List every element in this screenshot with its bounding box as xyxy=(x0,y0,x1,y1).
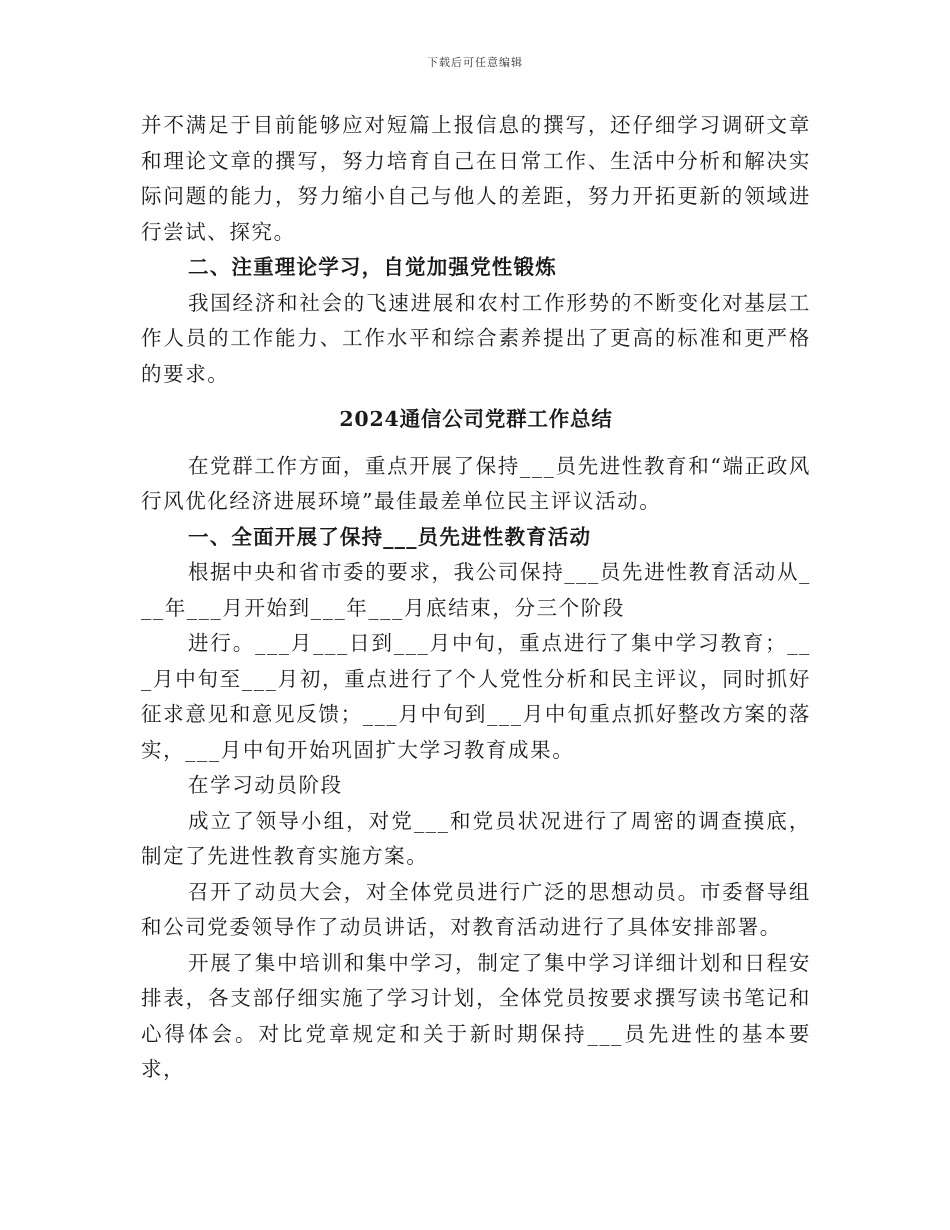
paragraph: 并不满足于目前能够应对短篇上报信息的撰写，还仔细学习调研文章和理论文章的撰写，努力培育自己在日常工作、生活中分析和解决实际问题的能力，努力缩小自己与他人的差距，努力开拓更新的领域进行尝试、探究。 xyxy=(141,113,811,244)
paragraph: 我国经济和社会的飞速进展和农村工作形势的不断变化对基层工作人员的工作能力、工作水平和综合素养提出了更高的标准和更严格的要求。 xyxy=(141,290,811,386)
paragraph: 在学习动员阶段 xyxy=(188,773,343,797)
paragraph: 根据中央和省市委的要求，我公司保持___员先进性教育活动从___年___月开始到___年___月底结束，分三个阶段 xyxy=(141,560,811,620)
paragraph: 开展了集中培训和集中学习，制定了集中学习详细计划和日程安排表，各支部仔细实施了学习计划，全体党员按要求撰写读书笔记和心得体会。对比党章规定和关于新时期保持___员先进性的基本要求， xyxy=(141,950,811,1081)
paragraph: 召开了动员大会，对全体党员进行广泛的思想动员。市委督导组和公司党委领导作了动员讲话，对教育活动进行了具体安排部署。 xyxy=(141,879,811,939)
section-heading: 一、全面开展了保持___员先进性教育活动 xyxy=(188,524,592,549)
document-body xyxy=(141,108,811,1088)
paragraph: 在党群工作方面，重点开展了保持___员先进性教育和“端正政风行风优化经济进展环境”最佳最差单位民主评议活动。 xyxy=(141,453,811,513)
document-title: 2024通信公司党群工作总结 xyxy=(339,407,613,431)
paragraph: 成立了领导小组，对党___和党员状况进行了周密的调查摸底，制定了先进性教育实施方案。 xyxy=(141,808,811,868)
header-note: 下载后可任意编辑 xyxy=(427,56,523,69)
paragraph: 进行。___月___日到___月中旬，重点进行了集中学习教育；___月中旬至___月初，重点进行了个人党性分析和民主评议，同时抓好征求意见和意见反馈；___月中旬到___月中旬重点抓好整改方案的落实，___月中旬开始巩固扩大学习教育成果。 xyxy=(141,631,811,762)
section-heading: 二、注重理论学习，自觉加强党性锻炼 xyxy=(188,255,557,279)
